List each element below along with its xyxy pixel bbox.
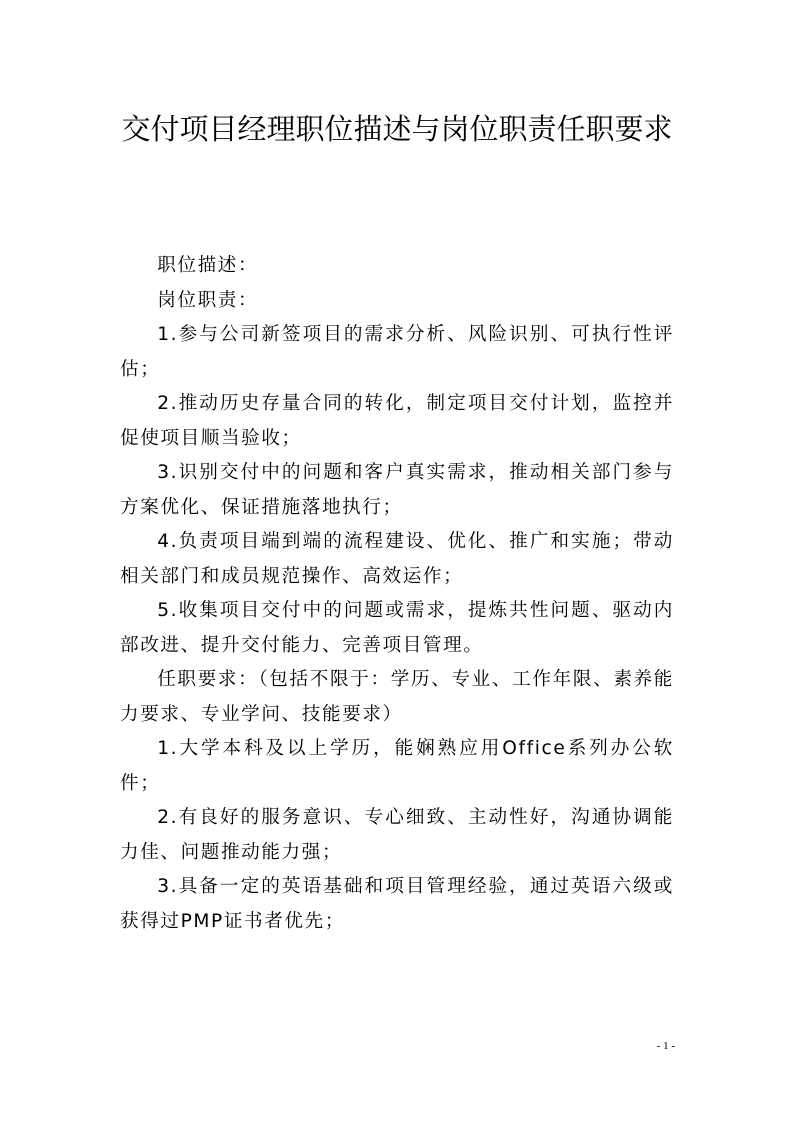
paragraph-responsibility-5: 5.收集项目交付中的问题或需求，提炼共性问题、驱动内部改进、提升交付能力、完善项目管理。 [120, 600, 674, 656]
document-title: 交付项目经理职位描述与岗位职责任职要求 [121, 112, 673, 146]
paragraph-requirement-1: 1.大学本科及以上学历，能娴熟应用Office系列办公软件； [120, 738, 674, 794]
paragraph-responsibility-1: 1.参与公司新签项目的需求分析、风险识别、可执行性评估； [120, 324, 674, 380]
paragraph-responsibilities-heading: 岗位职责： [157, 289, 259, 311]
paragraph-responsibility-4: 4.负责项目端到端的流程建设、优化、推广和实施；带动相关部门和成员规范操作、高效运作； [120, 531, 674, 587]
paragraph-requirement-3: 3.具备一定的英语基础和项目管理经验，通过英语六级或获得过PMP证书者优先； [120, 876, 674, 932]
paragraph-job-description: 职位描述： [157, 255, 259, 276]
paragraph-responsibility-3: 3.识别交付中的问题和客户真实需求，推动相关部门参与方案优化、保证措施落地执行； [120, 462, 674, 518]
paragraph-responsibility-2: 2.推动历史存量合同的转化，制定项目交付计划，监控并促使项目顺当验收； [120, 393, 674, 449]
paragraph-requirement-2: 2.有良好的服务意识、专心细致、主动性好，沟通协调能力佳、问题推动能力强； [120, 807, 674, 863]
page-number: - 1 - [656, 1040, 675, 1052]
paragraph-requirements-heading: 任职要求：（包括不限于：学历、专业、工作年限、素养能力要求、专业学问、技能要求） [120, 669, 674, 725]
document-body [120, 249, 674, 939]
